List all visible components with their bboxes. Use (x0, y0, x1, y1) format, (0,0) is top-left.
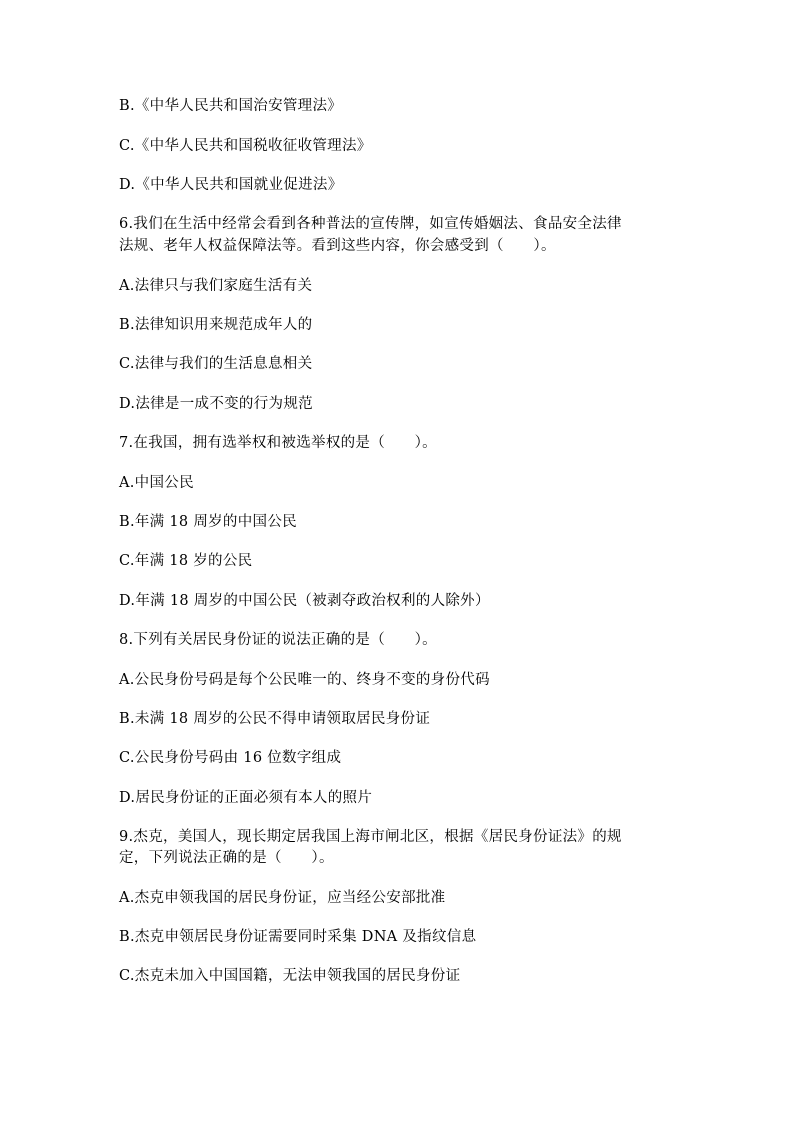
q8-option-c: C.公民身份号码由 16 位数字组成 (119, 750, 342, 766)
q6-stem-line-2: 法规、老年人权益保障法等。看到这些内容，你会感受到（ ）。 (119, 238, 556, 254)
q5-option-d: D.《中华人民共和国就业促进法》 (119, 177, 343, 193)
q7-option-d: D.年满 18 周岁的中国公民（被剥夺政治权利的人除外） (119, 593, 490, 609)
q8-option-b: B.未满 18 周岁的公民不得申请领取居民身份证 (119, 711, 431, 727)
q6-option-d: D.法律是一成不变的行为规范 (119, 396, 313, 412)
q8-option-a: A.公民身份号码是每个公民唯一的、终身不变的身份代码 (119, 672, 490, 688)
q6-option-c: C.法律与我们的生活息息相关 (119, 356, 313, 372)
q9-stem-line-1: 9.杰克，美国人，现长期定居我国上海市闸北区，根据《居民身份证法》的规 (119, 829, 622, 845)
q9-option-a: A.杰克申领我国的居民身份证，应当经公安部批准 (119, 890, 446, 906)
q7-option-b: B.年满 18 周岁的中国公民 (119, 514, 297, 530)
q8-option-d: D.居民身份证的正面必须有本人的照片 (119, 790, 373, 806)
q9-option-c: C.杰克未加入中国国籍，无法申领我国的居民身份证 (119, 968, 461, 984)
q6-stem-line-1: 6.我们在生活中经常会看到各种普法的宣传牌，如宣传婚姻法、食品安全法律 (119, 216, 622, 232)
q9-stem-line-2: 定，下列说法正确的是（ ）。 (119, 850, 334, 866)
q8-stem: 8.下列有关居民身份证的说法正确的是（ ）。 (119, 632, 437, 648)
q6-option-a: A.法律只与我们家庭生活有关 (119, 278, 313, 294)
q6-option-b: B.法律知识用来规范成年人的 (119, 317, 313, 333)
q9-option-b: B.杰克申领居民身份证需要同时采集 DNA 及指纹信息 (119, 929, 477, 945)
q7-option-a: A.中国公民 (119, 475, 194, 491)
q5-option-c: C.《中华人民共和国税收征收管理法》 (119, 138, 372, 154)
q5-option-b: B.《中华人民共和国治安管理法》 (119, 98, 343, 114)
q7-option-c: C.年满 18 岁的公民 (119, 553, 253, 569)
q7-stem: 7.在我国，拥有选举权和被选举权的是（ ）。 (119, 435, 437, 451)
